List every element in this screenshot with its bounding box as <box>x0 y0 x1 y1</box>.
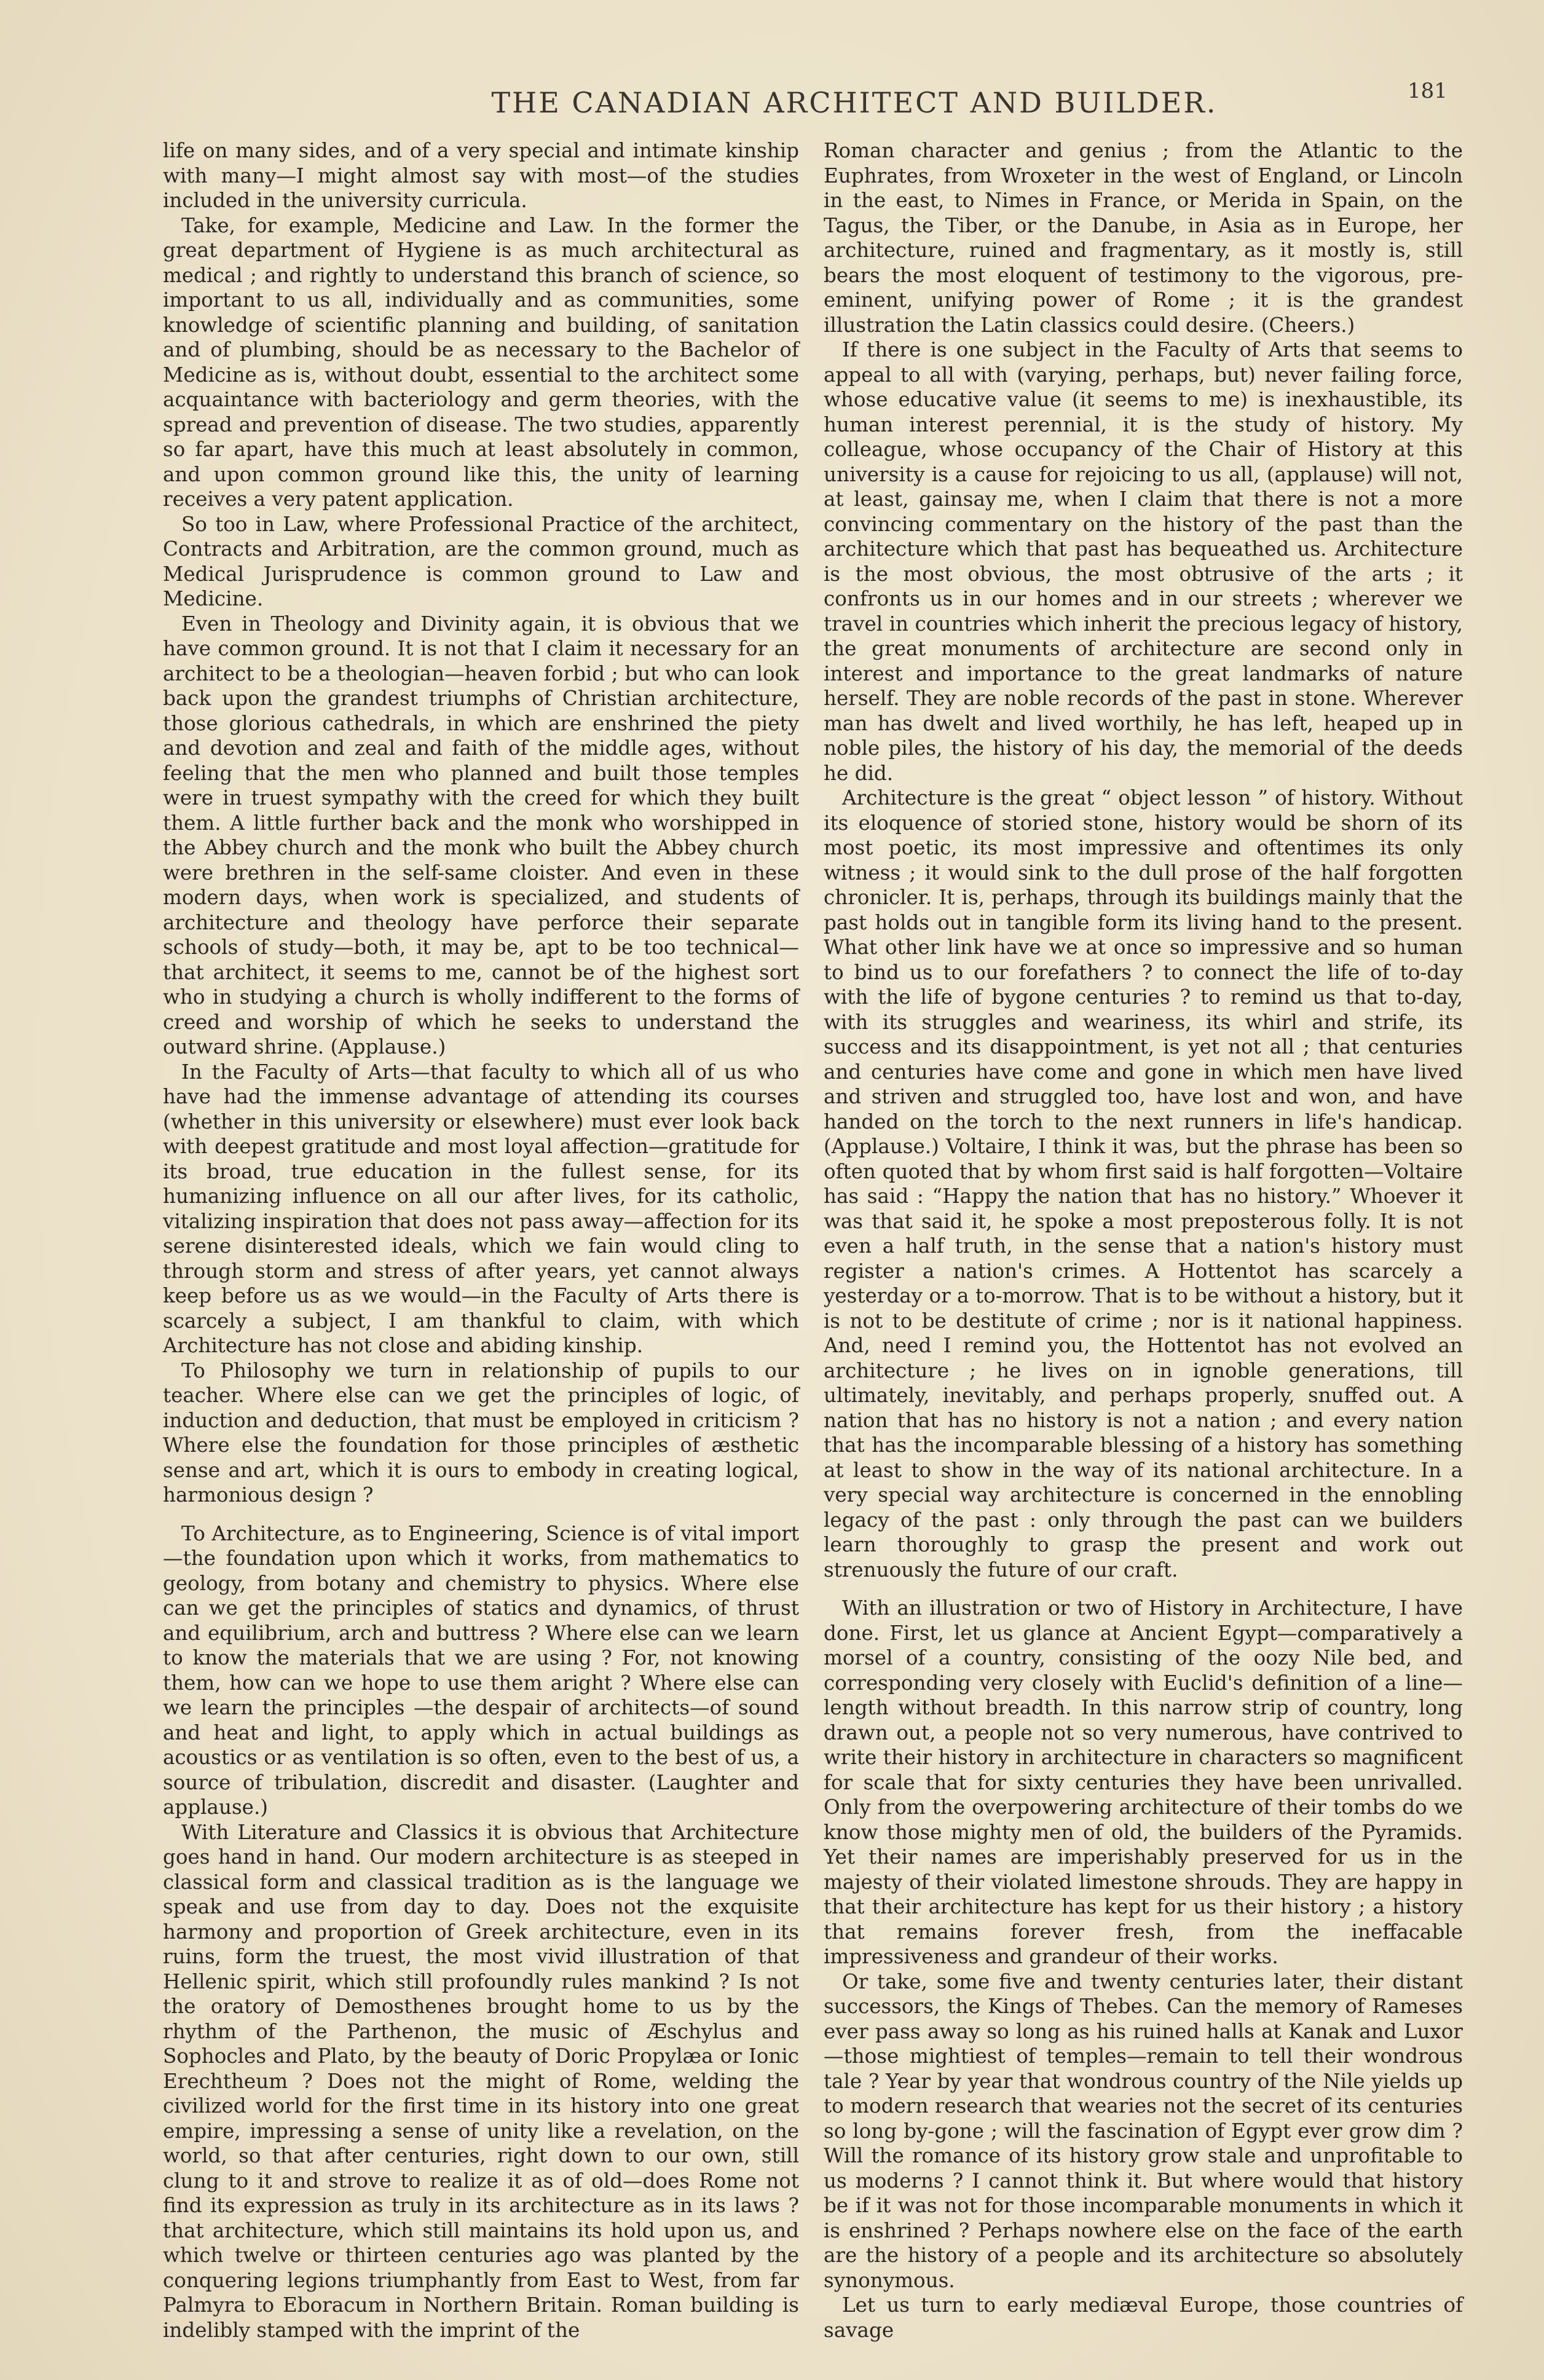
paragraph: To Philosophy we turn in relationship of pupils to our teacher. Where else can we get the principles of logic, of induction and deduction, that must be employed in criticism ? Where else the foundation for those principles of æsthetic sense and art, which it is ours to embody in creating logical, harmonious design ? <box>163 1358 799 1507</box>
paragraph: To Architecture, as to Engineering, Science is of vital import—the foundation upon which it works, from mathematics to geology, from botany and chemistry to physics. Where else can we get the principles of statics and dynamics, of thrust and equilibrium, arch and buttress ? Where else can we learn to know the materials that we are using ? For, not knowing them, how can we hope to use them aright ? Where else can we learn the principles —the despair of architects—of sound and heat and light, to apply which in actual buildings as acoustics or as ventilation is so often, even to the best of us, a source of tribulation, discredit and disaster. (Laughter and applause.) <box>163 1521 799 1819</box>
paragraph: Architecture is the great “ object lesson ” of history. Without its eloquence of storied stone, history would be shorn of its most poetic, its most impressive and oftentimes its only witness ; it would sink to the dull prose of the half forgotten chronicler. It is, perhaps, through its buildings mainly that the past holds out in tangible form its living hand to the present. What other link have we at once so impressive and so human to bind us to our forefathers ? to connect the life of to-day with the life of bygone centuries ? to remind us that to-day, with its struggles and weariness, its whirl and strife, its success and its disappointment, is yet not all ; that centuries and centuries have come and gone in which men have lived and striven and struggled too, have lost and won, and have handed on the torch to the next runners in life's handicap. (Applause.) Voltaire, I think it was, but the phrase has been so often quoted that by whom first said is half forgotten—Voltaire has said : “Happy the nation that has no history.” Whoever it was that said it, he spoke a most preposterous folly. It is not even a half truth, in the sense that a nation's history must register a nation's crimes. A Hottentot has scarcely a yesterday or a to-morrow. That is to be without a history, but it is not to be destitute of crime ; nor is it national happiness. And, need I remind you, the Hottentot has not evolved an architecture ; he lives on in ignoble generations, till ultimately, inevitably, and perhaps properly, snuffed out. A nation that has no history is not a nation ; and every nation that has the incomparable blessing of a history has something at least to show in the way of its national architecture. In a very special way architecture is concerned in the ennobling legacy of the past : only through the past can we builders learn thoroughly to grasp the present and work out strenuously the future of our craft. <box>824 786 1463 1582</box>
paragraph: Or take, some five and twenty centuries later, their distant successors, the Kings of Thebes. Can the memory of Rameses ever pass away so long as his ruined halls at Kanak and Luxor —those mightiest of temples—remain to tell their wondrous tale ? Year by year that wondrous country of the Nile yields up to modern research that wearies not the secret of its centuries so long by-gone ; will the fascination of Egypt ever grow dim ? Will the romance of its history grow stale and unprofitable to us moderns ? I cannot think it. But where would that history be if it was not for those incomparable monuments in which it is enshrined ? Perhaps nowhere else on the face of the earth are the history of a people and its architecture so absolutely synonymous. <box>824 1969 1463 2292</box>
paragraph: Take, for example, Medicine and Law. In the former the great department of Hygiene is as much architectural as medical ; and rightly to understand this branch of science, so important to us all, individually and as communities, some knowledge of scientific planning and building, of sanitation and of plumbing, should be as necessary to the Bachelor of Medicine as is, without doubt, essential to the architect some acquaintance with bacteriology and germ theories, with the spread and prevention of disease. The two studies, apparently so far apart, have this much at least absolutely in common, and upon common ground like this, the unity of learning receives a very patent application. <box>163 213 799 511</box>
paragraph: In the Faculty of Arts—that faculty to which all of us who have had the immense advantage of attending its courses (whether in this university or elsewhere) must ever look back with deepest gratitude and most loyal affection—gratitude for its broad, true education in the fullest sense, for its humanizing influence on all our after lives, for its catholic, vitalizing inspiration that does not pass away—affection for its serene disinterested ideals, which we fain would cling to through storm and stress of after years, yet cannot always keep before us as we would—in the Faculty of Arts there is scarcely a subject, I am thankful to claim, with which Architecture has not close and abiding kinship. <box>163 1060 799 1357</box>
paragraph: If there is one subject in the Faculty of Arts that seems to appeal to all with (varying, perhaps, but) never failing force, whose educative value (it seems to me) is inexhaustible, its human interest perennial, it is the study of history. My colleague, whose occupancy of the Chair of History at this university is a cause for rejoicing to us all, (applause) will not, at least, gainsay me, when I claim that there is not a more convincing commentary on the history of the past than the architecture which that past has bequeathed us. Architecture is the most obvious, the most obtrusive of the arts ; it confronts us in our homes and in our streets ; wherever we travel in countries which inherit the precious legacy of history, the great monuments of architecture are second only in interest and importance to the great landmarks of nature herself. They are noble records of the past in stone. Wherever man has dwelt and lived worthily, he has left, heaped up in noble piles, the history of his day, the memorial of the deeds he did. <box>824 338 1463 785</box>
paragraph: With an illustration or two of History in Architecture, I have done. First, let us glance at Ancient Egypt—comparatively a morsel of a country, consisting of the oozy Nile bed, and corresponding very closely with Euclid's definition of a line—length without breadth. In this narrow strip of country, long drawn out, a people not so very numerous, have contrived to write their history in architecture in characters so magnificent for scale that for sixty centuries they have been unrivalled. Only from the overpowering architecture of their tombs do we know those mighty men of old, the builders of the Pyramids. Yet their names are imperishably preserved for us in the majesty of their violated limestone shrouds. They are happy in that their architecture has kept for us their history ; a history that remains forever fresh, from the ineffacable impressiveness and grandeur of their works. <box>824 1596 1463 1968</box>
paragraph: Roman character and genius ; from the Atlantic to the Euphrates, from Wroxeter in the west of England, or Lincoln in the east, to Nimes in France, or Merida in Spain, on the Tagus, the Tiber, or the Danube, in Asia as in Europe, her architecture, ruined and fragmentary, as it mostly is, still bears the most eloquent of testimony to the vigorous, pre-eminent, unifying power of Rome ; it is the grandest illustration the Latin classics could desire. (Cheers.) <box>824 139 1463 337</box>
paragraph: Let us turn to early mediæval Europe, those countries of savage <box>824 2293 1463 2342</box>
page-number: 181 <box>1408 79 1448 103</box>
paragraph: Even in Theology and Divinity again, it is obvious that we have common ground. It is not that I claim it necessary for an architect to be a theologian—heaven forbid ; but who can look back upon the grandest triumphs of Christian architecture, those glorious cathedrals, in which are enshrined the piety and devotion and zeal and faith of the middle ages, without feeling that the men who planned and built those temples were in truest sympathy with the creed for which they built them. A little further back and the monk who worshipped in the Abbey church and the monk who built the Abbey church were brethren in the self-same cloister. And even in these modern days, when work is specialized, and students of architecture and theology have perforce their separate schools of study—both, it may be, apt to be too technical—that architect, it seems to me, cannot be of the highest sort who in studying a church is wholly indifferent to the forms of creed and worship of which he seeks to understand the outward shrine. (Applause.) <box>163 612 799 1058</box>
right-column <box>824 138 1463 2343</box>
left-column <box>163 138 799 2343</box>
paragraph: With Literature and Classics it is obvious that Architecture goes hand in hand. Our modern architecture is as steeped in classical form and classical tradition as is the language we speak and use from day to day. Does not the exquisite harmony and proportion of Greek architecture, even in its ruins, form the truest, the most vivid illustration of that Hellenic spirit, which still profoundly rules mankind ? Is not the oratory of Demosthenes brought home to us by the rhythm of the Parthenon, the music of Æschylus and Sophocles and Plato, by the beauty of Doric Propylæa or Ionic Erechtheum ? Does not the might of Rome, welding the civilized world for the first time in its history into one great empire, impressing a sense of unity like a revelation, on the world, so that after centuries, right down to our own, still clung to it and strove to realize it as of old—does Rome not find its expression as truly in its architecture as in its laws ? that architecture, which still maintains its hold upon us, and which twelve or thirteen centuries ago was planted by the conquering legions triumphantly from East to West, from far Palmyra to Eboracum in Northern Britain. Roman building is indelibly stamped with the imprint of the <box>163 1820 799 2342</box>
running-header: THE CANADIAN ARCHITECT AND BUILDER. <box>491 86 1218 119</box>
paragraph: So too in Law, where Professional Practice of the architect, Contracts and Arbitration, are the common ground, much as Medical Jurisprudence is common ground to Law and Medicine. <box>163 512 799 610</box>
paragraph: life on many sides, and of a very special and intimate kinship with many—I might almost say with most—of the studies included in the university curricula. <box>163 139 799 212</box>
